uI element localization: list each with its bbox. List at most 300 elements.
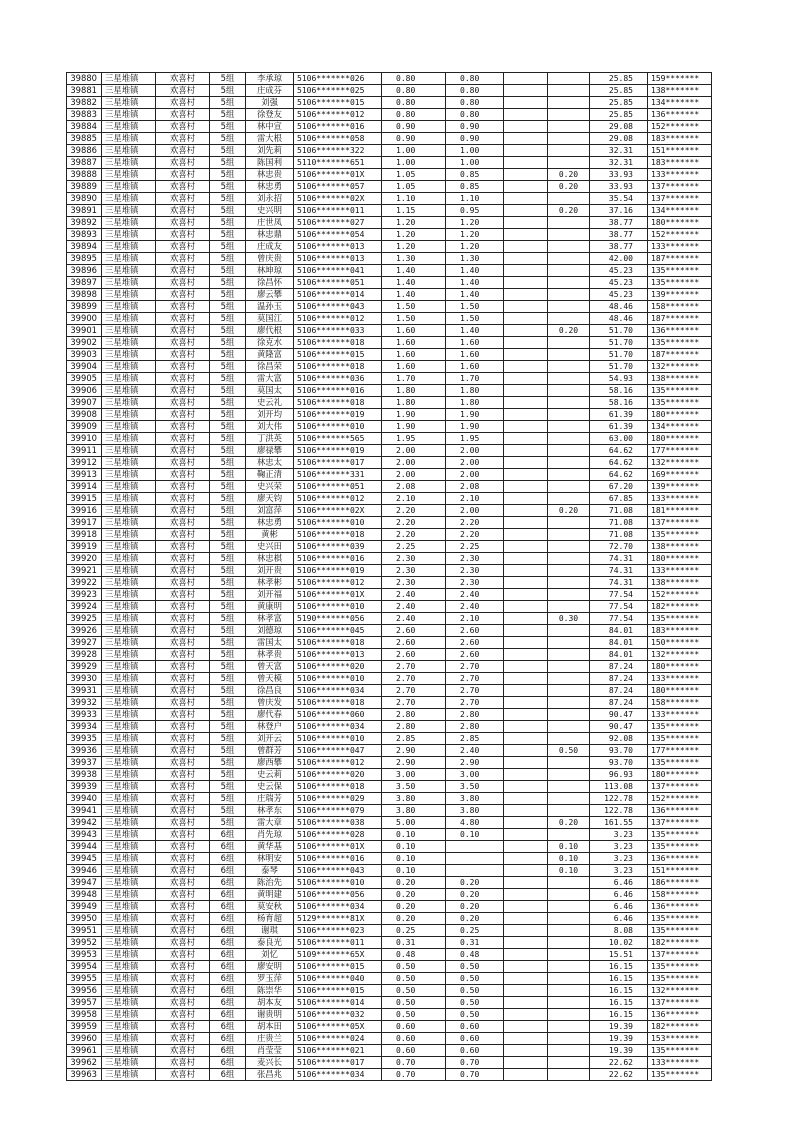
group-cell: 5组 (210, 265, 246, 277)
id-number-cell: 5190*******056 (294, 613, 382, 625)
area-total-cell: 0.70 (382, 1057, 446, 1069)
area-total-cell: 2.80 (382, 709, 446, 721)
phone-cell: 137******* (648, 517, 712, 529)
group-cell: 6组 (210, 1021, 246, 1033)
table-row (67, 745, 712, 757)
id-number-cell: 5106*******057 (294, 181, 382, 193)
name-cell: 肖莹莹 (246, 1045, 294, 1057)
area-a-cell: 0.85 (446, 181, 504, 193)
row-number: 39890 (67, 193, 102, 205)
amount-cell: 25.85 (590, 85, 648, 97)
area-a-cell: 2.80 (446, 721, 504, 733)
area-a-cell: 2.10 (446, 493, 504, 505)
area-total-cell: 0.60 (382, 1033, 446, 1045)
amount-cell: 93.70 (590, 757, 648, 769)
group-cell: 6组 (210, 841, 246, 853)
area-a-cell: 2.40 (446, 589, 504, 601)
phone-cell: 158******* (648, 697, 712, 709)
town-cell: 三星堆镇 (102, 1057, 156, 1069)
area-c-cell (504, 493, 548, 505)
table-row (67, 601, 712, 613)
phone-cell: 187******* (648, 349, 712, 361)
name-cell: 庄成芬 (246, 85, 294, 97)
table-row (67, 1009, 712, 1021)
row-number: 39937 (67, 757, 102, 769)
area-c-cell (504, 721, 548, 733)
row-number: 39916 (67, 505, 102, 517)
area-total-cell: 2.90 (382, 745, 446, 757)
area-d-cell (548, 709, 590, 721)
name-cell: 徐登友 (246, 109, 294, 121)
area-d-cell: 0.20 (548, 181, 590, 193)
name-cell: 刘大伟 (246, 421, 294, 433)
phone-cell: 152******* (648, 229, 712, 241)
table-row (67, 469, 712, 481)
table-row (67, 277, 712, 289)
row-number: 39899 (67, 301, 102, 313)
amount-cell: 32.31 (590, 157, 648, 169)
group-cell: 5组 (210, 493, 246, 505)
area-a-cell: 1.70 (446, 373, 504, 385)
name-cell: 温孙玉 (246, 301, 294, 313)
table-row (67, 265, 712, 277)
area-c-cell (504, 277, 548, 289)
amount-cell: 51.70 (590, 337, 648, 349)
area-c-cell (504, 937, 548, 949)
area-a-cell: 1.50 (446, 313, 504, 325)
table-row (67, 73, 712, 85)
name-cell: 林孝贵 (246, 649, 294, 661)
area-total-cell: 0.20 (382, 913, 446, 925)
phone-cell: 137******* (648, 997, 712, 1009)
area-a-cell: 1.40 (446, 325, 504, 337)
town-cell: 三星堆镇 (102, 493, 156, 505)
name-cell: 泰良光 (246, 937, 294, 949)
village-cell: 欢喜村 (156, 253, 210, 265)
area-a-cell: 0.10 (446, 829, 504, 841)
town-cell: 三星堆镇 (102, 313, 156, 325)
phone-cell: 135******* (648, 385, 712, 397)
village-cell: 欢喜村 (156, 889, 210, 901)
phone-cell: 135******* (648, 265, 712, 277)
area-total-cell: 0.70 (382, 1069, 446, 1081)
group-cell: 5组 (210, 613, 246, 625)
name-cell: 丁洪英 (246, 433, 294, 445)
amount-cell: 35.54 (590, 193, 648, 205)
group-cell: 5组 (210, 781, 246, 793)
town-cell: 三星堆镇 (102, 1009, 156, 1021)
row-number: 39900 (67, 313, 102, 325)
area-d-cell (548, 301, 590, 313)
id-number-cell: 5109*******65X (294, 949, 382, 961)
town-cell: 三星堆镇 (102, 709, 156, 721)
phone-cell: 182******* (648, 1021, 712, 1033)
name-cell: 刘开贵 (246, 565, 294, 577)
village-cell: 欢喜村 (156, 757, 210, 769)
group-cell: 5组 (210, 397, 246, 409)
name-cell: 陈崇华 (246, 985, 294, 997)
phone-cell: 181******* (648, 505, 712, 517)
amount-cell: 71.08 (590, 517, 648, 529)
area-d-cell (548, 697, 590, 709)
area-d-cell (548, 601, 590, 613)
area-total-cell: 0.10 (382, 853, 446, 865)
amount-cell: 90.47 (590, 709, 648, 721)
area-a-cell: 1.80 (446, 397, 504, 409)
table-row (67, 133, 712, 145)
id-number-cell: 5106*******013 (294, 649, 382, 661)
row-number: 39960 (67, 1033, 102, 1045)
id-number-cell: 5106*******01X (294, 841, 382, 853)
village-cell: 欢喜村 (156, 541, 210, 553)
town-cell: 三星堆镇 (102, 217, 156, 229)
area-a-cell: 0.50 (446, 973, 504, 985)
amount-cell: 38.77 (590, 217, 648, 229)
group-cell: 5组 (210, 517, 246, 529)
town-cell: 三星堆镇 (102, 601, 156, 613)
area-c-cell (504, 217, 548, 229)
phone-cell: 132******* (648, 649, 712, 661)
phone-cell: 136******* (648, 1009, 712, 1021)
village-cell: 欢喜村 (156, 133, 210, 145)
table-row (67, 733, 712, 745)
group-cell: 5组 (210, 673, 246, 685)
name-cell: 刘开福 (246, 589, 294, 601)
group-cell: 5组 (210, 625, 246, 637)
phone-cell: 135******* (648, 337, 712, 349)
village-cell: 欢喜村 (156, 121, 210, 133)
name-cell: 史兴明 (246, 205, 294, 217)
name-cell: 刘开云 (246, 733, 294, 745)
name-cell: 史兴荣 (246, 481, 294, 493)
amount-cell: 58.16 (590, 385, 648, 397)
town-cell: 三星堆镇 (102, 1069, 156, 1081)
id-number-cell: 5106*******047 (294, 745, 382, 757)
phone-cell: 187******* (648, 313, 712, 325)
id-number-cell: 5106*******015 (294, 97, 382, 109)
area-c-cell (504, 817, 548, 829)
name-cell: 林中宣 (246, 121, 294, 133)
group-cell: 5组 (210, 97, 246, 109)
village-cell: 欢喜村 (156, 217, 210, 229)
table-row (67, 157, 712, 169)
town-cell: 三星堆镇 (102, 973, 156, 985)
group-cell: 5组 (210, 301, 246, 313)
amount-cell: 77.54 (590, 613, 648, 625)
area-a-cell: 0.31 (446, 937, 504, 949)
table-row (67, 109, 712, 121)
area-d-cell (548, 685, 590, 697)
name-cell: 曾天模 (246, 673, 294, 685)
area-d-cell (548, 253, 590, 265)
area-total-cell: 1.15 (382, 205, 446, 217)
phone-cell: 180******* (648, 661, 712, 673)
village-cell: 欢喜村 (156, 397, 210, 409)
table-row (67, 1069, 712, 1081)
phone-cell: 183******* (648, 157, 712, 169)
table-row (67, 337, 712, 349)
area-a-cell: 1.60 (446, 337, 504, 349)
name-cell: 曾天富 (246, 661, 294, 673)
amount-cell: 71.08 (590, 505, 648, 517)
name-cell: 莫安秋 (246, 901, 294, 913)
area-c-cell (504, 709, 548, 721)
group-cell: 5组 (210, 637, 246, 649)
id-number-cell: 5106*******010 (294, 421, 382, 433)
town-cell: 三星堆镇 (102, 913, 156, 925)
table-row (67, 853, 712, 865)
name-cell: 廖代根 (246, 325, 294, 337)
table-row (67, 757, 712, 769)
area-d-cell (548, 229, 590, 241)
name-cell: 黄康明 (246, 601, 294, 613)
village-cell: 欢喜村 (156, 145, 210, 157)
area-c-cell (504, 145, 548, 157)
id-number-cell: 5106*******045 (294, 625, 382, 637)
group-cell: 5组 (210, 457, 246, 469)
area-d-cell (548, 289, 590, 301)
area-a-cell: 2.70 (446, 673, 504, 685)
village-cell: 欢喜村 (156, 841, 210, 853)
id-number-cell: 5129*******81X (294, 913, 382, 925)
group-cell: 5组 (210, 193, 246, 205)
group-cell: 6组 (210, 961, 246, 973)
row-number: 39935 (67, 733, 102, 745)
area-a-cell: 2.85 (446, 733, 504, 745)
name-cell: 史兴田 (246, 541, 294, 553)
id-number-cell: 5106*******040 (294, 973, 382, 985)
area-d-cell (548, 109, 590, 121)
village-cell: 欢喜村 (156, 673, 210, 685)
village-cell: 欢喜村 (156, 961, 210, 973)
group-cell: 5组 (210, 409, 246, 421)
area-c-cell (504, 877, 548, 889)
id-number-cell: 5106*******013 (294, 241, 382, 253)
phone-cell: 158******* (648, 889, 712, 901)
id-number-cell: 5106*******010 (294, 673, 382, 685)
name-cell: 刘忆 (246, 949, 294, 961)
area-total-cell: 1.60 (382, 325, 446, 337)
area-a-cell: 2.40 (446, 745, 504, 757)
village-cell: 欢喜村 (156, 1069, 210, 1081)
group-cell: 5组 (210, 157, 246, 169)
name-cell: 庄瑞芳 (246, 793, 294, 805)
town-cell: 三星堆镇 (102, 745, 156, 757)
area-total-cell: 1.80 (382, 385, 446, 397)
row-number: 39884 (67, 121, 102, 133)
village-cell: 欢喜村 (156, 937, 210, 949)
group-cell: 5组 (210, 277, 246, 289)
area-c-cell (504, 841, 548, 853)
town-cell: 三星堆镇 (102, 925, 156, 937)
area-a-cell: 1.90 (446, 421, 504, 433)
town-cell: 三星堆镇 (102, 349, 156, 361)
row-number: 39922 (67, 577, 102, 589)
area-c-cell (504, 913, 548, 925)
area-total-cell: 0.60 (382, 1045, 446, 1057)
table-row (67, 217, 712, 229)
town-cell: 三星堆镇 (102, 241, 156, 253)
row-number: 39954 (67, 961, 102, 973)
area-d-cell (548, 193, 590, 205)
row-number: 39921 (67, 565, 102, 577)
phone-cell: 135******* (648, 1045, 712, 1057)
name-cell: 林忠贵 (246, 169, 294, 181)
area-a-cell: 0.60 (446, 1033, 504, 1045)
town-cell: 三星堆镇 (102, 109, 156, 121)
amount-cell: 6.46 (590, 913, 648, 925)
table-row (67, 889, 712, 901)
area-a-cell: 1.60 (446, 361, 504, 373)
amount-cell: 84.01 (590, 649, 648, 661)
name-cell: 黄隆富 (246, 349, 294, 361)
row-number: 39911 (67, 445, 102, 457)
area-a-cell: 2.30 (446, 577, 504, 589)
amount-cell: 29.08 (590, 133, 648, 145)
area-d-cell: 0.10 (548, 865, 590, 877)
phone-cell: 180******* (648, 409, 712, 421)
area-a-cell: 0.50 (446, 961, 504, 973)
area-c-cell (504, 649, 548, 661)
id-number-cell: 5106*******565 (294, 433, 382, 445)
phone-cell: 136******* (648, 805, 712, 817)
area-c-cell (504, 577, 548, 589)
name-cell: 莫国江 (246, 313, 294, 325)
amount-cell: 33.93 (590, 169, 648, 181)
area-c-cell (504, 457, 548, 469)
area-total-cell: 1.40 (382, 289, 446, 301)
area-d-cell (548, 733, 590, 745)
area-d-cell (548, 349, 590, 361)
id-number-cell: 5106*******016 (294, 121, 382, 133)
group-cell: 5组 (210, 685, 246, 697)
table-row (67, 457, 712, 469)
village-cell: 欢喜村 (156, 1057, 210, 1069)
phone-cell: 133******* (648, 241, 712, 253)
town-cell: 三星堆镇 (102, 541, 156, 553)
id-number-cell: 5106*******016 (294, 385, 382, 397)
town-cell: 三星堆镇 (102, 565, 156, 577)
area-total-cell: 0.50 (382, 973, 446, 985)
group-cell: 5组 (210, 469, 246, 481)
row-number: 39945 (67, 853, 102, 865)
area-total-cell: 2.30 (382, 565, 446, 577)
town-cell: 三星堆镇 (102, 301, 156, 313)
amount-cell: 77.54 (590, 601, 648, 613)
row-number: 39908 (67, 409, 102, 421)
group-cell: 5组 (210, 709, 246, 721)
area-d-cell: 0.20 (548, 505, 590, 517)
group-cell: 5组 (210, 733, 246, 745)
area-d-cell (548, 565, 590, 577)
amount-cell: 38.77 (590, 229, 648, 241)
table-row (67, 529, 712, 541)
area-total-cell: 1.70 (382, 373, 446, 385)
amount-cell: 72.70 (590, 541, 648, 553)
row-number: 39947 (67, 877, 102, 889)
village-cell: 欢喜村 (156, 709, 210, 721)
row-number: 39891 (67, 205, 102, 217)
id-number-cell: 5106*******010 (294, 733, 382, 745)
id-number-cell: 5106*******024 (294, 1033, 382, 1045)
village-cell: 欢喜村 (156, 181, 210, 193)
name-cell: 刘开均 (246, 409, 294, 421)
id-number-cell: 5110*******651 (294, 157, 382, 169)
town-cell: 三星堆镇 (102, 949, 156, 961)
id-number-cell: 5106*******010 (294, 877, 382, 889)
area-d-cell (548, 469, 590, 481)
phone-cell: 138******* (648, 577, 712, 589)
area-a-cell: 0.60 (446, 1045, 504, 1057)
row-number: 39898 (67, 289, 102, 301)
phone-cell: 135******* (648, 733, 712, 745)
row-number: 39917 (67, 517, 102, 529)
phone-cell: 133******* (648, 565, 712, 577)
row-number: 39902 (67, 337, 102, 349)
area-c-cell (504, 745, 548, 757)
area-a-cell: 2.10 (446, 613, 504, 625)
village-cell: 欢喜村 (156, 949, 210, 961)
amount-cell: 3.23 (590, 853, 648, 865)
id-number-cell: 5106*******018 (294, 781, 382, 793)
table-row (67, 709, 712, 721)
area-d-cell (548, 985, 590, 997)
row-number: 39920 (67, 553, 102, 565)
table-row (67, 205, 712, 217)
village-cell: 欢喜村 (156, 169, 210, 181)
area-total-cell: 2.40 (382, 589, 446, 601)
town-cell: 三星堆镇 (102, 337, 156, 349)
phone-cell: 137******* (648, 817, 712, 829)
town-cell: 三星堆镇 (102, 529, 156, 541)
village-cell: 欢喜村 (156, 373, 210, 385)
table-body (67, 73, 712, 1081)
id-number-cell: 5106*******016 (294, 553, 382, 565)
area-total-cell: 0.31 (382, 937, 446, 949)
group-cell: 6组 (210, 973, 246, 985)
table-row (67, 1057, 712, 1069)
area-c-cell (504, 85, 548, 97)
area-d-cell: 0.20 (548, 205, 590, 217)
area-total-cell: 0.50 (382, 961, 446, 973)
id-number-cell: 5106*******02X (294, 193, 382, 205)
table-row (67, 169, 712, 181)
town-cell: 三星堆镇 (102, 229, 156, 241)
name-cell: 曾群芳 (246, 745, 294, 757)
table-row (67, 661, 712, 673)
area-a-cell: 2.20 (446, 517, 504, 529)
amount-cell: 25.85 (590, 97, 648, 109)
area-a-cell: 0.20 (446, 913, 504, 925)
id-number-cell: 5106*******018 (294, 697, 382, 709)
area-total-cell: 0.60 (382, 1021, 446, 1033)
area-total-cell: 0.20 (382, 877, 446, 889)
area-total-cell: 0.90 (382, 133, 446, 145)
phone-cell: 135******* (648, 397, 712, 409)
id-number-cell: 5106*******012 (294, 757, 382, 769)
name-cell: 史云保 (246, 781, 294, 793)
phone-cell: 180******* (648, 433, 712, 445)
village-cell: 欢喜村 (156, 1009, 210, 1021)
village-cell: 欢喜村 (156, 289, 210, 301)
area-c-cell (504, 97, 548, 109)
village-cell: 欢喜村 (156, 97, 210, 109)
name-cell: 陈治先 (246, 877, 294, 889)
area-c-cell (504, 997, 548, 1009)
group-cell: 5组 (210, 337, 246, 349)
table-row (67, 589, 712, 601)
area-a-cell: 0.70 (446, 1069, 504, 1081)
